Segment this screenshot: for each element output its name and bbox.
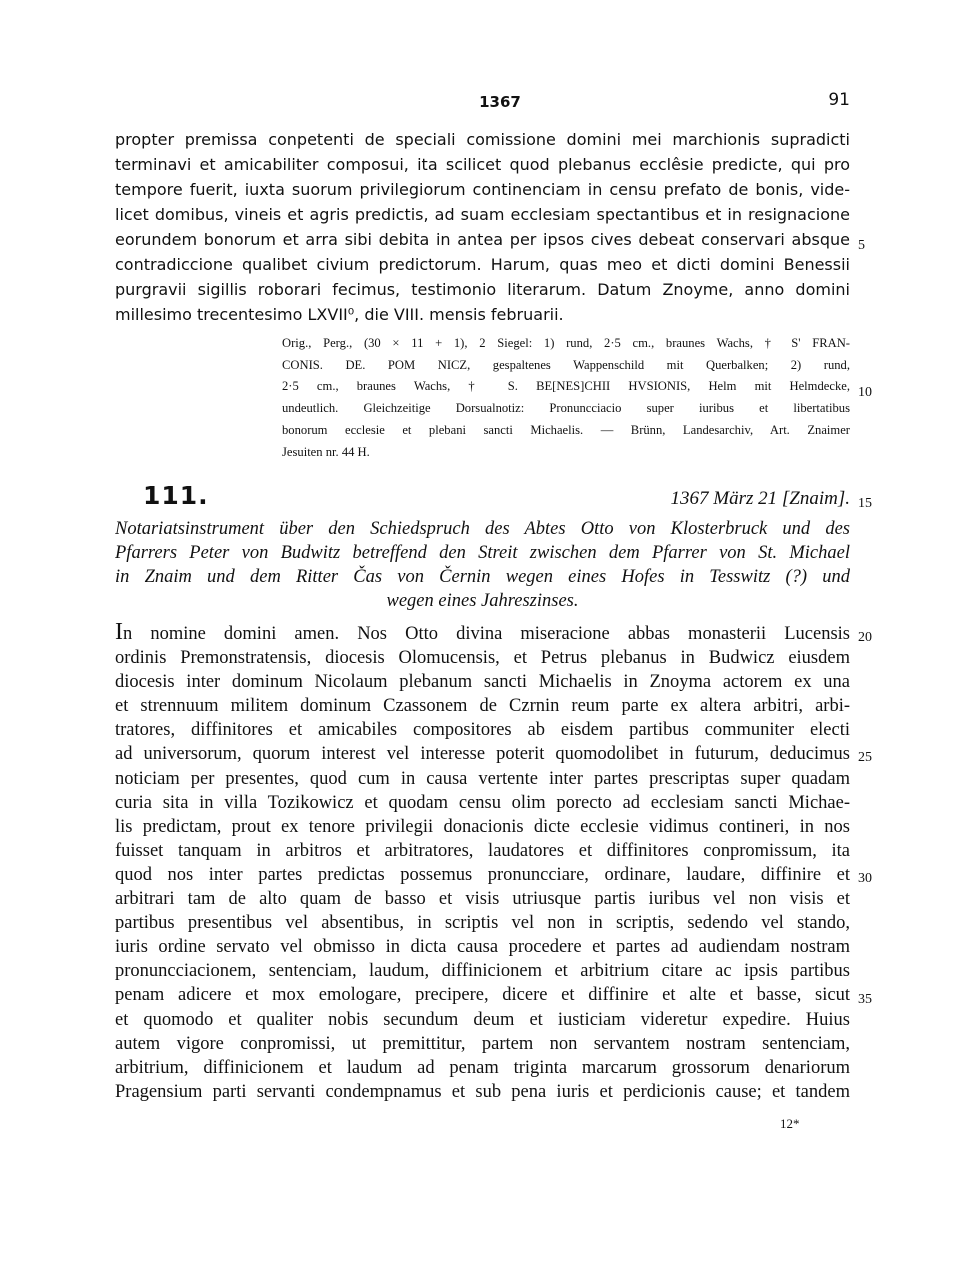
note-line: Orig., Perg., (30 × 11 + 1), 2 Siegel: 1) rund, 2·5 cm., braunes Wachs, † S' FRAN-	[282, 336, 850, 350]
note-line: bonorum ecclesie et plebani sancti Michaelis. — Brünn, Landesarchiv, Art. Znaimer	[282, 422, 850, 437]
text-line: arbitrium, diffinicionem et laudum ad penam triginta marcarum grossorum denariorum	[115, 1057, 850, 1078]
document-text	[115, 622, 850, 1104]
line-number: 10	[858, 385, 872, 400]
text-line: purgravii sigillis roborari fecimus, testimonio literarum. Datum Znoyme, anno domini	[115, 280, 850, 299]
text-line: ordinis Premonstratensis, diocesis Olomucensis, et Petrus plebanus in Budwicz eiusdem	[115, 648, 850, 669]
signature-mark: 12*	[780, 1116, 800, 1131]
line-number: 25	[858, 750, 872, 765]
text-line: licet domibus, vineis et agris predictis, ad suam ecclesiam spectantibus et in resignacione	[115, 205, 850, 224]
text-line: noticiam per presentes, quod cum in causa vertente inter partes prescriptas super quadam	[115, 768, 850, 789]
document-date: 1367 März 21 [Znaim].	[670, 488, 850, 509]
text-line: eorundem bonorum et arra sibi debita in antea per ipsos cives debeat conservari absque	[115, 230, 850, 249]
document-summary	[115, 517, 850, 613]
text-line-rest: n nomine domini amen. Nos Otto divina miseracione abbas monasterii Lucensis	[123, 624, 850, 644]
line-number: 35	[858, 992, 872, 1007]
document-number: 111.	[143, 481, 209, 510]
text-line: terminavi et amicabiliter composui, ita scilicet quod plebanus ecclêsie predicte, qui pro	[115, 155, 850, 174]
note-line: undeutlich. Gleichzeitige Dorsualnotiz: Pronuncciacio super iuribus et libertatibus	[282, 401, 850, 416]
text-line: millesimo trecentesimo LXVII⁰, die VIII. mensis februarii.	[115, 305, 564, 324]
note-line: 2·5 cm., braunes Wachs, † S. BE[NES]CHII HVSIONIS, Helm mit Helmdecke,	[282, 379, 850, 394]
text-line: pronuncciacionem, sentenciam, laudum, diffinicionem et arbitrium citare ac ipsis partibus	[115, 961, 850, 982]
page-number: 91	[828, 90, 850, 110]
summary-line: in Znaim und dem Ritter Čas von Černin wegen eines Hofes in Tesswitz (?) und	[115, 567, 850, 587]
text-line: diocesis inter dominum Nicolaum plebanum sancti Michaelis in Znoyma actorem ex una	[115, 672, 850, 693]
text-line: arbitrari tam de alto quam de basso et visis utriusque partis iuribus vel non visis et	[115, 889, 850, 910]
text-line	[115, 622, 850, 646]
text-line: ad universorum, quorum interest vel interesse poterit quomodolibet in futurum, deducimus	[115, 744, 850, 765]
source-note	[282, 333, 850, 463]
text-line: contradiccione qualibet civium predictorum. Harum, quas meo et dicti domini Benessii	[115, 255, 850, 274]
text-line: quod nos inter partes predictas possemus pronuncciare, ordinare, laudare, diffinire et	[115, 864, 850, 885]
text-line: curia sita in villa Tozikowicz et quodam censu olim porecto ad ecclesiam sancti Michae-	[115, 792, 850, 813]
running-header-year: 1367	[479, 93, 521, 111]
note-line: CONIS. DE. POM NICZ, gespaltenes Wappenschild mit Querbalken; 2) rund,	[282, 357, 850, 372]
text-line: autem vigore conpromissi, ut premittitur, partem non servantem nostram sentenciam,	[115, 1033, 850, 1054]
text-line: et strennuum militem dominum Czassonem de Czrnin reum parte ex altera arbitri, arbi-	[115, 696, 850, 717]
text-line: tempore fuerit, iuxta suorum privilegiorum continenciam in censu prefato de bonis, vide-	[115, 180, 850, 199]
summary-line: Pfarrers Peter von Budwitz betreffend den Streit zwischen dem Pfarrer von St. Michael	[115, 543, 850, 563]
text-line: fuisset tanquam in arbitros et arbitratores, laudatores et diffinitores conpromissum, ita	[115, 840, 850, 861]
line-number: 5	[858, 238, 865, 253]
note-line: Jesuiten nr. 44 H.	[282, 444, 370, 459]
summary-line: Notariatsinstrument über den Schiedspruch des Abtes Otto von Klosterbruck und des	[115, 519, 850, 539]
text-line: partibus presentibus vel absentibus, in scriptis vel non in scriptis, sedendo vel stando,	[115, 913, 850, 934]
text-line: propter premissa conpetenti de speciali comissione domini mei marchionis supradicti	[115, 130, 850, 149]
text-line: iuris ordine servato vel obmisso in dicta causa procedere et partes ad audiendam nostram	[115, 937, 850, 958]
summary-line: wegen eines Jahreszinses.	[386, 591, 579, 611]
text-line: et quomodo et qualiter nobis secundum deum et iusticiam videretur expedire. Huius	[115, 1009, 850, 1030]
line-number: 15	[858, 496, 872, 511]
text-line: tratores, diffinitores et amicabiles compositores ab eisdem partibus communiter electi	[115, 720, 850, 741]
initial-letter: I	[115, 622, 123, 645]
line-number: 20	[858, 630, 872, 645]
paragraph-continuation	[115, 127, 850, 327]
text-line: Pragensium parti servanti condempnamus et sub pena iuris et perdicionis cause; et tandem	[115, 1081, 850, 1102]
line-number: 30	[858, 871, 872, 886]
text-line: lis predictam, prout ex tenore privilegii donacionis dicte ecclesie vidimus contineri, in nos	[115, 816, 850, 837]
text-line: penam adicere et mox emologare, precipere, dicere et diffinire et alte et basse, sicut	[115, 985, 850, 1006]
